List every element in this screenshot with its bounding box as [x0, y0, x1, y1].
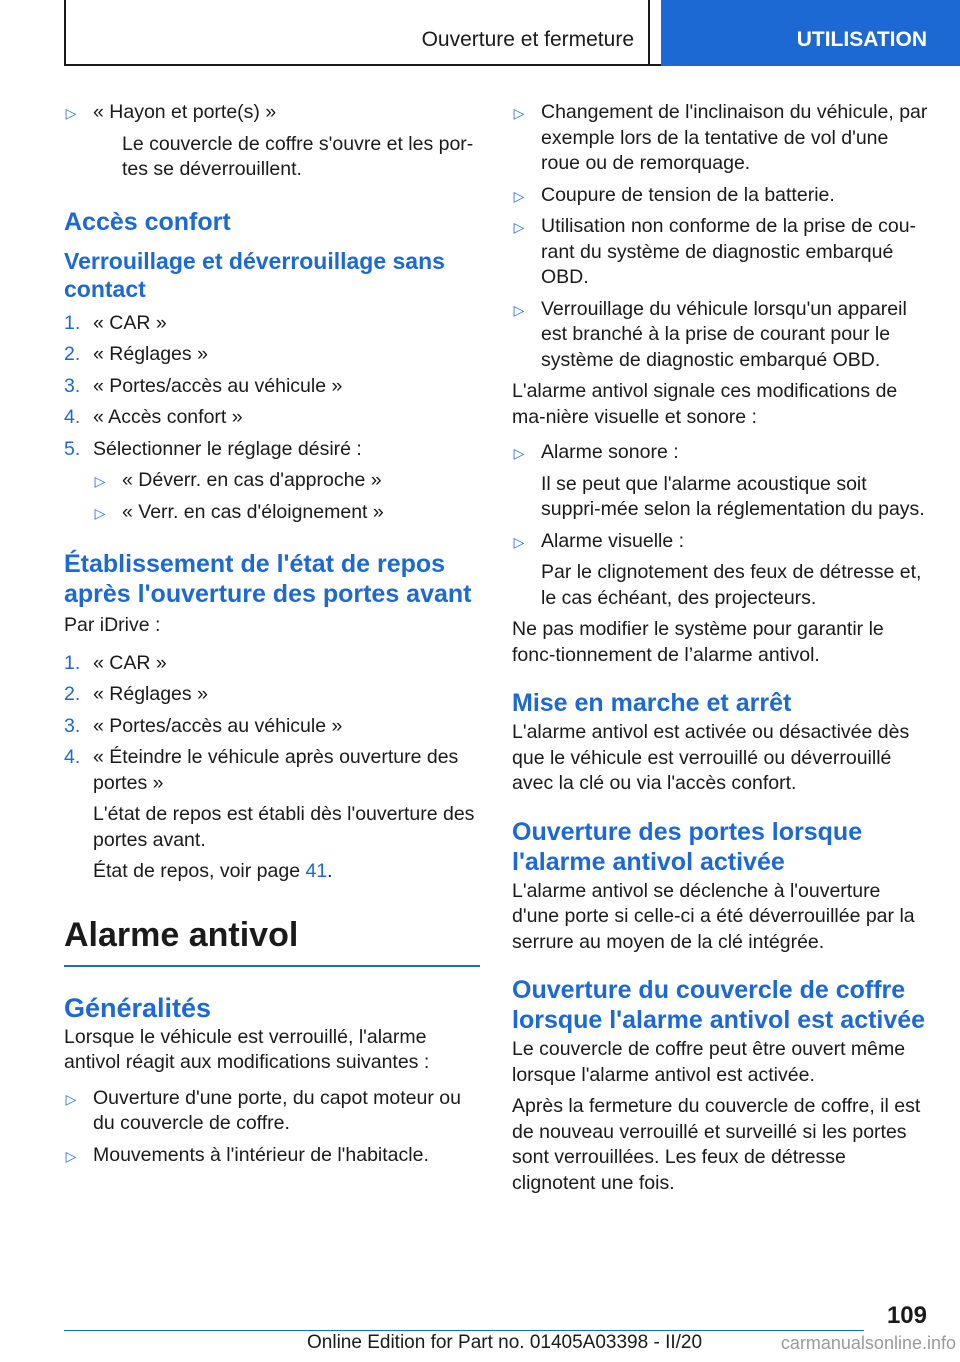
list-item: ▷ Alarme sonore : [512, 440, 928, 466]
list-item: ▷ Coupure de tension de la batterie. [512, 183, 928, 209]
step-item: 3. « Portes/accès au véhicule » [64, 714, 343, 737]
footer-edition: Online Edition for Part no. 01405A03398 - II/20 [307, 1332, 703, 1353]
header-section-title: Ouverture et fermeture [421, 28, 634, 51]
page-number: 109 [886, 1302, 927, 1329]
list-item: ▷ Alarme visuelle : [512, 529, 928, 555]
triangle-bullet-icon: ▷ [513, 105, 525, 121]
sub-list-item: ▷ « Déverr. en cas d'approche » [93, 468, 480, 494]
footer-rule [64, 1330, 864, 1331]
step-item: 4. « Accès confort » [64, 406, 243, 428]
triangle-bullet-icon: ▷ [513, 219, 525, 235]
list-item: ▷ Ouverture d'une porte, du capot moteur ou du couvercle de coffre. [65, 1086, 461, 1134]
step-item: 1. « CAR » [64, 651, 167, 674]
heading-ouverture-portes: Ouverture des portes lorsque l'alarme antivol activée [512, 817, 863, 876]
heading-generalites: Généralités [64, 992, 212, 1023]
heading-mise-en-marche: Mise en marche et arrêt [512, 689, 792, 717]
triangle-bullet-icon: ▷ [513, 533, 525, 550]
triangle-bullet-icon: ▷ [94, 473, 106, 489]
marche-text: L'alarme antivol est activée ou désactivée dès que le véhicule est verrouillé ou déverrouillé avec la clé ou via l'accès confort. [512, 721, 910, 794]
list-item: ▷ Mouvements à l'intérieur de l'habitacle. [64, 1143, 480, 1169]
step-item: 4. « Éteindre le véhicule après ouverture des portes » [64, 746, 459, 794]
step-continuation: L'état de repos est établi dès l'ouverture des portes avant. [93, 803, 475, 851]
list-item: ▷ « Hayon et porte(s) » [64, 100, 480, 126]
list-item: ▷ Verrouillage du véhicule lorsqu'un appareil est branché à la prise de courant pour le système de diagnostic embarqué OBD. [513, 297, 907, 371]
triangle-bullet-icon: ▷ [513, 301, 525, 318]
sub-list-item: ▷ « Verr. en cas d'éloignement » [93, 500, 480, 526]
triangle-bullet-icon: ▷ [65, 1147, 77, 1164]
list-item-continuation: Le couvercle de coffre s'ouvre et les por-tes se déverrouillent. [122, 132, 474, 180]
ouverture-portes-text: L'alarme antivol se déclenche à l'ouverture d'une porte si celle-ci a été déverrouillée par la serrure au moyen de la clé intégrée. [512, 879, 915, 953]
triangle-bullet-icon: ▷ [65, 105, 77, 121]
step-item: 1. « CAR » [64, 311, 167, 334]
page-link[interactable]: 41 [305, 860, 328, 882]
footer-watermark[interactable]: carmanualsonline.info [780, 1333, 956, 1353]
no-modify-text: Ne pas modifier le système pour garantir le fonc-tionnement de l’alarme antivol. [512, 618, 884, 666]
header-divider-line [648, 0, 650, 66]
step-item: 5. Sélectionner le réglage désiré : [64, 437, 362, 460]
list-item-continuation: Il se peut que l'alarme acoustique soit suppri-mée selon la réglementation du pays. [541, 472, 925, 520]
coffre-text-2: Après la fermeture du couvercle de coffre, il est de nouveau verrouillé et surveillé si les portes sont verrouillées. Les feux de détresse clignotent une fois. [512, 1095, 921, 1194]
header-left-line [64, 0, 66, 66]
triangle-bullet-icon: ▷ [513, 445, 525, 461]
step-item: 2. « Réglages » [64, 683, 208, 705]
left-column [64, 100, 480, 1174]
right-column [512, 100, 928, 1202]
generalites-text: Lorsque le véhicule est verrouillé, l'alarme antivol réagit aux modifications suivantes : [64, 1025, 430, 1073]
see-page-reference: État de repos, voir page 41. [93, 860, 333, 882]
header-chapter-tab[interactable]: UTILISATION [661, 0, 960, 66]
list-item-continuation: Par le clignotement des feux de détresse et, le cas échéant, des projecteurs. [541, 561, 922, 609]
step-item: 2. « Réglages » [64, 343, 208, 365]
triangle-bullet-icon: ▷ [65, 1090, 77, 1107]
triangle-bullet-icon: ▷ [94, 504, 106, 521]
heading-acces-confort: Accès confort [64, 207, 231, 236]
heading-sans-contact: Verrouillage et déverrouillage sans contact [64, 247, 445, 302]
list-item: ▷ Changement de l'inclinaison du véhicule, par exemple lors de la tentative de vol d'une roue ou de remorquage. [513, 101, 928, 174]
heading-alarme-antivol: Alarme antivol [64, 915, 480, 967]
signal-text: L'alarme antivol signale ces modifications de ma-nière visuelle et sonore : [512, 380, 898, 428]
heading-ouverture-coffre: Ouverture du couvercle de coffre lorsque l'alarme antivol est activée [512, 976, 926, 1034]
step-item: 3. « Portes/accès au véhicule » [64, 374, 343, 397]
triangle-bullet-icon: ▷ [513, 187, 525, 204]
heading-etat-repos: Établissement de l'état de repos après l'ouverture des portes avant [64, 550, 472, 608]
list-item: ▷ Utilisation non conforme de la prise de cou-rant du système de diagnostic embarqué OBD. [513, 215, 917, 288]
coffre-text-1: Le couvercle de coffre peut être ouvert même lorsque l'alarme antivol est activée. [512, 1038, 906, 1086]
par-idrive-text: Par iDrive : [64, 614, 161, 636]
